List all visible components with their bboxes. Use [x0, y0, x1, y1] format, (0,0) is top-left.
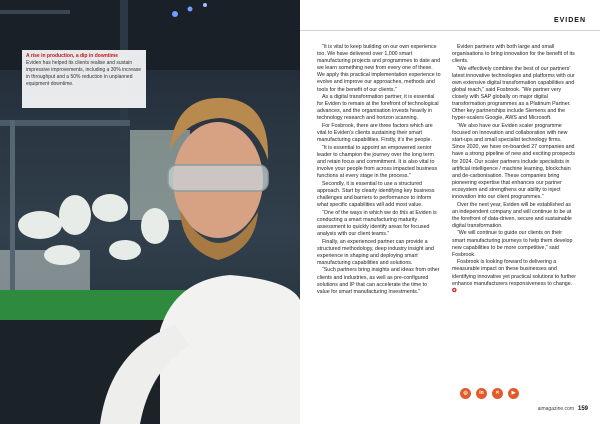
paragraph: As a digital transformation partner, it is essential for Eviden to remain at the forefront of technological advances, and the organisation invests heavily in technology research and horizon scanning. — [317, 94, 439, 122]
social-links — [460, 388, 519, 399]
callout-title: A rise in production, a dip in downtime — [26, 53, 119, 59]
paragraph: For Fosbrook, there are three factors which are vital to Eviden’s clients sustaining their smart manufacturing capabilities. Firstly, it’s the people. — [317, 123, 433, 144]
paragraph-text: Fosbrook is looking forward to delivering a measurable impact on these businesses and identifying innovative yet practical solutions to further enhance manufacturers responsiveness to change. — [452, 259, 576, 287]
callout-body: Eviden has helped its clients realise and sustain impressive improvements, including a 30% increase in throughput and a 50% reduction in unplanned equipment downtime. — [26, 60, 142, 87]
paragraph: Secondly, it is essential to use a structured approach. Start by clearly identifying key business challenges and barriers to performance to inform what specific capabilities will add most value. — [317, 180, 435, 209]
paragraph — [452, 259, 576, 294]
paragraph: Eviden partners with both large and small organisations to bring innovation for the benefit of its clients. — [452, 44, 575, 65]
end-mark-icon: ✪ — [452, 287, 457, 294]
callout-box — [22, 50, 146, 108]
paragraph: “It is vital to keep building on our own experience too. We have delivered over 1,000 smart manufacturing projects and programmes to date and we learn something new from every one of these. We apply this practical implementation experience to evolve and improve our approaches, methods and tools for the benefit of our clients.” — [317, 44, 441, 93]
paragraph: “One of the ways in which we do this at Eviden is conducting a smart manufacturing maturity assessment to quickly identify areas for focused analysis with our client teams.” — [317, 209, 437, 237]
paragraph: “We effectively combine the best of our partners’ latest innovative technologies and platforms with our own extensive digital transformation capabilities and global reach,” said Fosbrook. “We partner very closely with SAP globally on major digital transformation programmes as a Platinum Partner. Other key partnerships include Siemens and the hyper-scalers Google, AWS and Microsoft. — [452, 65, 575, 122]
site-url[interactable]: aimagazine.com — [537, 406, 574, 412]
paragraph: Finally, an experienced partner can provide a structured methodology, deep industry insight and experience in shaping and deploying smart manufacturing capabilities and solutions. — [317, 238, 434, 266]
article-column-1 — [317, 44, 441, 296]
header-divider — [300, 30, 600, 31]
paragraph: “We will continue to guide our clients on their smart manufacturing journeys to help them develop new capabilities to be more competitive,” said Fosbrook. — [452, 230, 573, 258]
twitter-icon[interactable]: ✕ — [492, 388, 503, 399]
paragraph: “We also have our Eviden scaler programme focused on innovation and collaboration with new start-ups and small specialist technology firms. Since 2020, we have on-boarded 27 companies and have a strong pipeline of new and exciting prospects for 2024. Our scaler partners include specialists in artificial intelligence / machine learning, blockchain and de-carbonisation. These companies bring pioneering expertise that enhances our partner ecosystem and strengthens our ability to inject innovation into our client programmes.” — [452, 123, 576, 200]
paragraph: Over the next year, Eviden will be established as an independent company and will continue to be at the forefront of data-driven, secure and sustainable digital transformation. — [452, 201, 572, 229]
page-number: 159 — [577, 406, 588, 412]
paragraph: “It is essential to appoint an empowered senior leader to champion the journey over the long term and retain focus and commitment. It is also vital to involve your people from across impacted business functions at every stage in the process.” — [317, 144, 438, 180]
instagram-icon[interactable]: ◎ — [460, 388, 471, 399]
article-column-2 — [452, 44, 576, 295]
page-footer — [538, 406, 588, 412]
brand-logo: EVIDEN — [553, 17, 586, 24]
paragraph: “Such partners bring insights and ideas from other clients and industries, as well as pre-configured solutions and IP that can accelerate the time to value for smart manufacturing investments.” — [317, 267, 440, 295]
youtube-icon[interactable]: ▶ — [508, 388, 519, 399]
linkedin-icon[interactable]: in — [476, 388, 487, 399]
